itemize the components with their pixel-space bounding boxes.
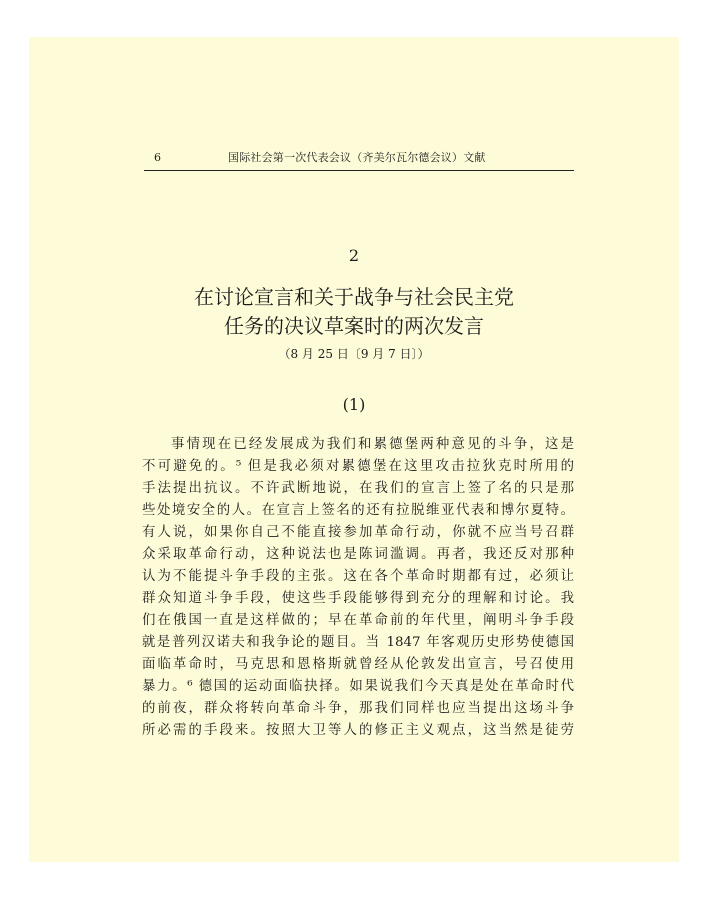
text-line: 面临革命时，马克思和恩格斯就曾经从伦敦发出宣言，号召使用 [142, 657, 574, 672]
text-line: 有人说，如果你自己不能直接参加革命行动，你就不应当号召群 [142, 525, 574, 540]
section-title-line-1: 在讨论宣言和关于战争与社会民主党 [194, 285, 514, 309]
text-line: 不可避免的。⁵ 但是我必须对累德堡在这里攻击拉狄克时所用的 [142, 459, 574, 474]
text-line: 的前夜，群众将转向革命斗争，那我们同样也应当提出这场斗争 [142, 701, 574, 716]
running-header-title: 国际社会第一次代表会议（齐美尔瓦尔德会议）文献 [228, 151, 486, 164]
section-title-line-2: 任务的决议草案时的两次发言 [224, 314, 484, 338]
text-line: 们在俄国一直是这样做的；早在革命前的年代里，阐明斗争手段 [142, 613, 574, 628]
text-line: 众采取革命行动，这种说法也是陈词滥调。再者，我还反对那种 [142, 547, 574, 562]
section-number: 2 [348, 246, 360, 265]
text-line: 些处境安全的人。在宣言上签名的还有拉脱维亚代表和博尔夏特。 [142, 503, 574, 518]
text-line: 认为不能提斗争手段的主张。这在各个革命时期都有过，必须让 [142, 569, 574, 584]
text-line: 暴力。⁶ 德国的运动面临抉择。如果说我们今天真是处在革命时代 [142, 679, 574, 694]
running-header [144, 150, 574, 171]
text-line: 就是普列汉诺夫和我争论的题目。当 1847 年客观历史形势使德国 [142, 635, 574, 650]
section-date: （8 月 25 日〔9 月 7 日〕） [278, 347, 430, 361]
text-line: 事情现在已经发展成为我们和累德堡两种意见的斗争，这是 [171, 437, 574, 452]
text-line: 手法提出抗议。不许武断地说，在我们的宣言上签了名的只是那 [142, 481, 574, 496]
section-title [0, 283, 708, 341]
text-line: 群众知道斗争手段，使这些手段能够得到充分的理解和讨论。我 [142, 591, 574, 606]
part-number: (1) [342, 395, 366, 414]
page-number: 6 [154, 151, 161, 164]
text-line: 所必需的手段来。按照大卫等人的修正主义观点，这当然是徒劳 [142, 723, 574, 738]
body-text [142, 434, 574, 742]
